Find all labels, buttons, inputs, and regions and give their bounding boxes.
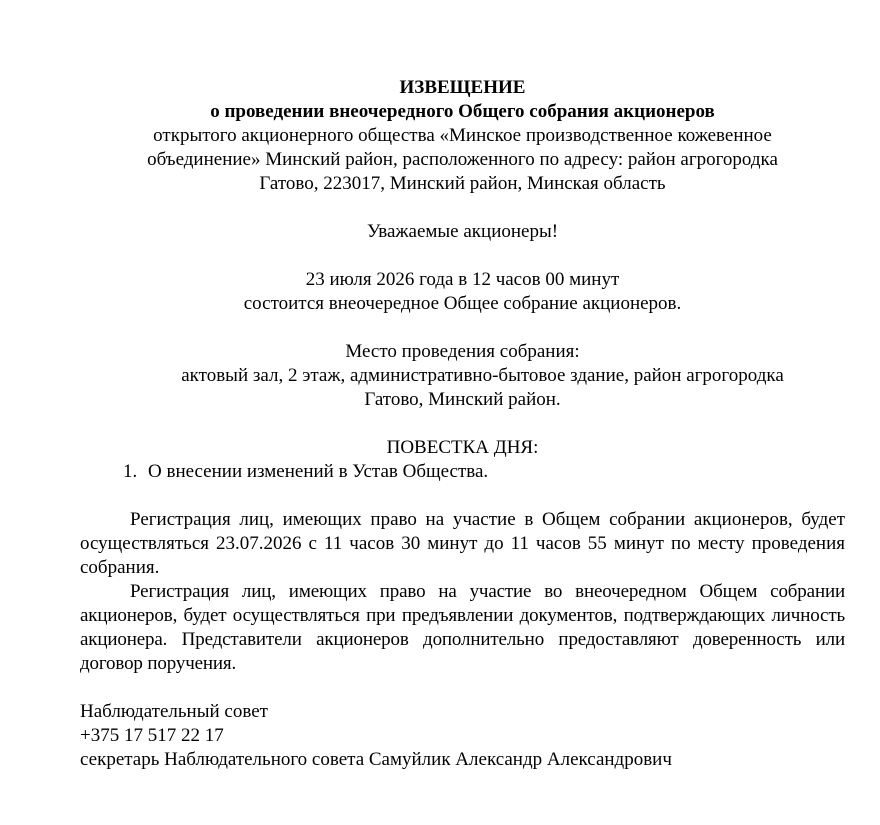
spacer <box>80 316 845 340</box>
agenda-heading: ПОВЕСТКА ДНЯ: <box>386 437 539 458</box>
footer-phone: +375 17 517 22 17 <box>80 725 224 746</box>
spacer <box>80 196 845 220</box>
agenda-item <box>80 460 845 484</box>
footer-secretary: секретарь Наблюдательного совета Самуйлик Александр Александрович <box>80 749 672 770</box>
spacer <box>80 484 845 508</box>
spacer <box>80 244 845 268</box>
company-line-3: Гатово, 223017, Минский район, Минская область <box>259 173 666 194</box>
meeting-statement: состоится внеочередное Общее собрание акционеров. <box>243 293 682 314</box>
spacer <box>80 676 845 700</box>
greeting: Уважаемые акционеры! <box>366 221 559 242</box>
notice-title: ИЗВЕЩЕНИЕ <box>399 77 526 98</box>
company-line-1: открытого акционерного общества «Минское производственное кожевенное <box>153 125 772 146</box>
footer-org: Наблюдательный совет <box>80 701 268 722</box>
agenda-item-number: 1. <box>123 461 138 482</box>
spacer <box>80 412 845 436</box>
meeting-datetime: 23 июля 2026 года в 12 часов 00 минут <box>305 269 620 290</box>
registration-paragraph-2: Регистрация лиц, имеющих право на участие во внеочередном Общем собрании акционеров, будет осуществляться при предъявлении документов, подтверждающих личность акционера. Представители акционеров дополнительно предоставляют доверенность или договор поручения. <box>80 581 845 674</box>
agenda-item-text: О внесении изменений в Устав Общества. <box>148 461 489 482</box>
venue-label: Место проведения собрания: <box>345 341 580 362</box>
notice-subtitle: о проведении внеочередного Общего собрания акционеров <box>210 101 715 122</box>
company-line-2: объединение» Минский район, расположенного по адресу: район агрогородка <box>147 149 778 170</box>
notice-document <box>80 76 845 772</box>
registration-paragraph-1: Регистрация лиц, имеющих право на участие в Общем собрании акционеров, будет осуществляться 23.07.2026 с 11 часов 30 минут до 11 часов 55 минут по месту проведения собрания. <box>80 509 845 578</box>
venue-line-1: актовый зал, 2 этаж, административно-бытовое здание, район агрогородка <box>181 365 784 386</box>
venue-line-2: Гатово, Минский район. <box>364 389 561 410</box>
